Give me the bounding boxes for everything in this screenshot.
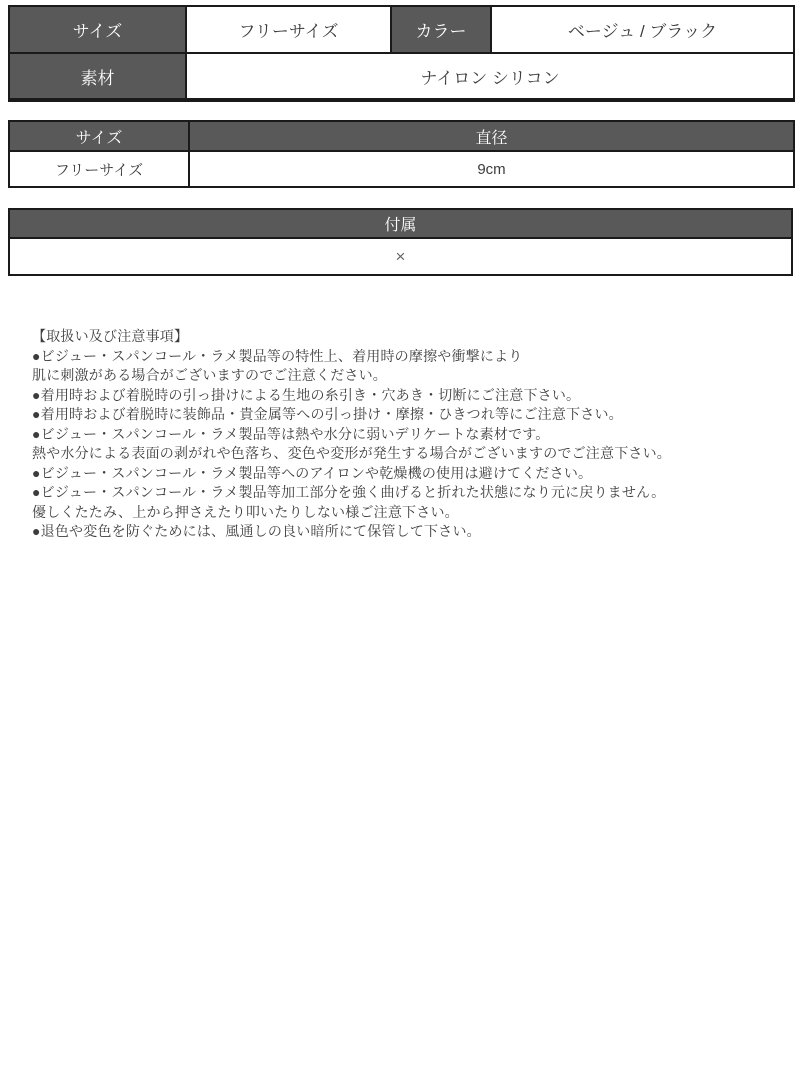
accessory-table — [8, 208, 793, 276]
size-chart-diameter-value-cell: 9cm — [189, 151, 794, 187]
care-note-line-10: ●退色や変色を防ぐためには、風通しの良い暗所にて保管して下さい。 — [32, 523, 481, 539]
accessory-header-row — [9, 209, 792, 238]
material-header-cell: 素材 — [9, 53, 186, 100]
care-note-line-2: 肌に刺激がある場合がございますのでご注意ください。 — [32, 367, 387, 383]
size-value-cell: フリーサイズ — [186, 6, 391, 53]
size-chart-diameter-header-cell: 直径 — [189, 121, 794, 151]
care-note-line-1: ●ビジュー・スパンコール・ラメ製品等の特性上、着用時の摩擦や衝撃により — [32, 347, 523, 364]
care-note-line-3: ●着用時および着脱時の引っ掛けによる生地の糸引き・穴あき・切断にご注意下さい。 — [32, 386, 581, 403]
care-note-line-9: 優しくたたみ、上から押さえたり叩いたりしない様ご注意下さい。 — [32, 503, 459, 520]
size-chart-header-row — [9, 121, 794, 151]
care-note-line-5: ●ビジュー・スパンコール・ラメ製品等は熱や水分に弱いデリケートな素材です。 — [32, 425, 550, 442]
care-note-line-6: 熱や水分による表面の剥がれや色落ち、変色や変形が発生する場合がございますのでご注意下さい。 — [32, 445, 671, 461]
size-header-cell: サイズ — [9, 6, 186, 53]
accessory-data-row — [9, 238, 792, 275]
color-value-cell: ベージュ / ブラック — [491, 6, 794, 53]
size-chart-size-header-cell: サイズ — [9, 121, 189, 151]
spec-table-row-material — [9, 53, 794, 100]
care-note-line-4: ●着用時および着脱時に装飾品・貴金属等への引っ掛け・摩擦・ひきつれ等にご注意下さい。 — [32, 406, 623, 422]
care-note-line-8: ●ビジュー・スパンコール・ラメ製品等加工部分を強く曲げると折れた状態になり元に戻りません。 — [32, 484, 666, 500]
color-header-cell: カラー — [391, 6, 491, 53]
care-note-line-7: ●ビジュー・スパンコール・ラメ製品等へのアイロンや乾燥機の使用は避けてください。 — [32, 464, 593, 481]
care-notes-title: 【取扱い及び注意事項】 — [32, 328, 189, 344]
size-chart-table — [8, 120, 795, 188]
material-value-cell: ナイロン シリコン — [186, 53, 794, 100]
accessory-value-cell: × — [9, 238, 792, 275]
size-chart-size-value-cell: フリーサイズ — [9, 151, 189, 187]
accessory-header-cell: 付属 — [9, 209, 792, 238]
care-notes-block — [32, 327, 777, 542]
spec-table-row-size-color — [9, 6, 794, 53]
spec-table — [8, 5, 795, 102]
size-chart-data-row — [9, 151, 794, 187]
